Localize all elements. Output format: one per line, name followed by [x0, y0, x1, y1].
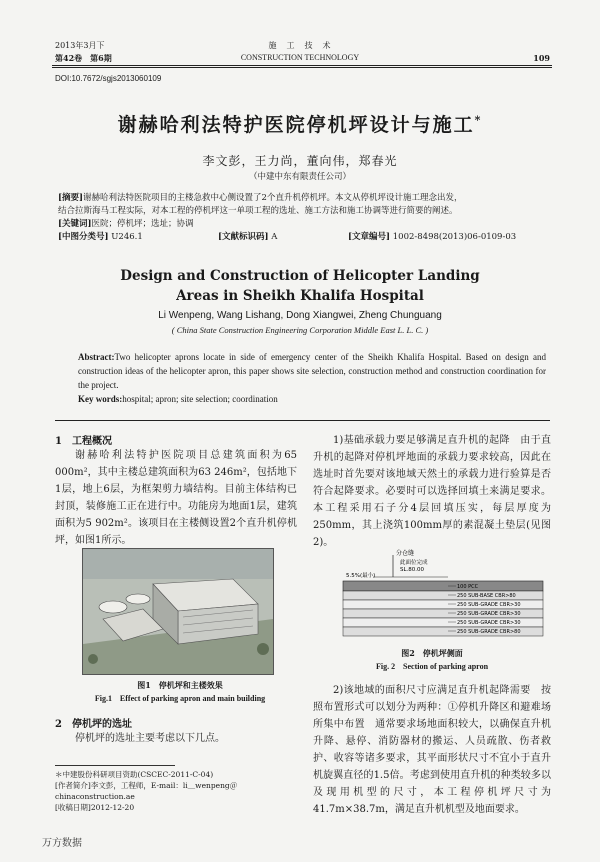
- abstract-divider: [55, 420, 550, 421]
- label-layer-3: 250 SUB-GRADE CBR>30: [457, 602, 521, 608]
- authors-cn: 李文彭，王力尚，董向伟，郑春光: [202, 154, 398, 168]
- clc-label: [中图分类号]: [58, 232, 109, 242]
- figure-1-caption-cn: 图1 停机坪和主楼效果: [137, 680, 223, 690]
- received-date: [收稿日期]2012-12-20: [55, 803, 135, 812]
- abstract-en-text: Two helicopter aprons locate in side of emergency center of the Sheikh Khalifa Hospital. Based on design and construction ideas of the helicopter apron, this paper shows site selection, construction method and construction coordination for the project.: [78, 352, 546, 390]
- label-layer-1: 100 PCC: [457, 584, 479, 590]
- title-text: 谢赫哈利法特护医院停机坪设计与施工: [117, 114, 475, 136]
- section-2: [55, 715, 297, 747]
- section-2-paragraph: 停机坪的选址主要考虑以下几点。: [75, 733, 225, 744]
- header-page: 109: [533, 53, 550, 63]
- label-elev: SL.80.00: [400, 567, 425, 573]
- doc-code-value: A: [271, 232, 278, 242]
- keywords-cn-label: [关键词]: [58, 219, 92, 229]
- right-paragraph-1: 1)基础承载力要足够满足直升机的起降 由于直升机的起降对停机坪地面的承载力要求较高，因此在选址时首先要对该地域天然土的承载力进行验算是否符合起降要求。必要时可以选择回填土来满足要求。本工程采用石子分4层回填压实，每层厚度为250mm，其上浇筑100mm厚的素混凝土垫层(见图2)。: [313, 435, 551, 548]
- header-journal-en: CONSTRUCTION TECHNOLOGY: [240, 53, 360, 62]
- building-render-illustration: [83, 549, 273, 674]
- watermark: 万方数据: [42, 838, 82, 849]
- authors-en: Li Wenpeng, Wang Lishang, Dong Xiangwei, Zheng Chunguang: [158, 310, 442, 321]
- header-date: 2013年3月下: [55, 41, 105, 50]
- title-en-line1: Design and Construction of Helicopter Landing: [120, 268, 480, 284]
- left-column: [55, 432, 297, 549]
- apron-section-diagram: [338, 547, 548, 647]
- section-2-heading: 2 停机坪的选址: [55, 719, 132, 730]
- abstract-en-label: Abstract:: [78, 352, 115, 362]
- label-elev-note: 此面位完成: [400, 560, 428, 566]
- abstract-cn-line2: 结合拉斯海马工程实际，对本工程的停机坪这一单项工程的选址、施工方法和施工协调等进行简要的阐述。: [58, 206, 458, 216]
- page-title: [0, 110, 600, 137]
- title-footnote-mark: *: [474, 113, 483, 127]
- figure-2-caption-en: Fig. 2 Section of parking apron: [375, 662, 489, 671]
- abstract-cn-label: [摘要]: [58, 193, 84, 203]
- figure-1-caption-en: Fig.1 Effect of parking apron and main building: [94, 694, 266, 703]
- keywords-en-label: Key words:: [78, 394, 123, 404]
- label-layer-4: 250 SUB-GRADE CBR>30: [457, 611, 521, 617]
- classification-row: [58, 231, 542, 245]
- section-1-paragraph: 谢赫哈利法特护医院项目总建筑面积为65 000m²，其中主楼总建筑面积为63 246m²，包括地下1层，地上6层，为框架剪力墙结构。目前主体结构已封顶，装修施工正在进行中。功能房为地面1层，建筑面积为5 902m²。该项目在主楼侧设置2个直升机停机坪，如图1所示。: [55, 450, 297, 546]
- header-rule: [52, 65, 552, 66]
- label-slope: 5.5%(最小): [346, 573, 376, 579]
- header-volume: 第42卷 第6期: [55, 53, 112, 63]
- footnotes: [55, 769, 305, 813]
- keywords-cn: 医院；停机坪；选址；协调: [91, 219, 194, 229]
- article-no-label: [文章编号]: [348, 232, 391, 242]
- header-journal-cn: 施 工 技 术: [268, 41, 332, 50]
- author-bio: [作者简介]李文彭，工程师，E-mail：li＿wenpeng＠chinaconstruction.ae: [55, 781, 238, 801]
- right-column: [313, 432, 551, 551]
- abstract-cn-line1: 谢赫哈利法特医院项目的主楼急救中心侧设置了2个直升机停机坪。本文从停机坪设计施工理念出发，: [83, 193, 463, 203]
- label-layer-2: 250 SUB-BASE CBR>80: [457, 593, 516, 599]
- doc-code-label: [文献标识码]: [218, 232, 269, 242]
- doi: DOI:10.7672/sgjs2013060109: [55, 74, 162, 83]
- section-1-heading: 1 工程概况: [55, 436, 112, 447]
- abstract-en: [78, 350, 546, 406]
- funding-note: ＊中建股份科研项目资助(CSCEC-2011-C-04): [55, 770, 214, 779]
- article-no-value: 1002-8498(2013)06-0109-03: [392, 232, 517, 242]
- abstract-cn: [58, 192, 542, 245]
- clc-value: U246.1: [111, 232, 143, 242]
- affiliation-en: ( China State Construction Engineering Corporation Middle East L. L. C. ): [171, 325, 429, 335]
- header-rule-2: [52, 67, 552, 68]
- right-paragraph-2: 2)该地域的面积尺寸应满足直升机起降需要 按照布置形式可以划分为两种：①停机升降区和避难场所集中布置 通常要求场地面积较大，以确保直升机升降、悬停、消防器材的搬运、人员疏散、伤者救护、收容等诸多要求，其平面形状尺寸不宜小于直升机旋翼直径的1.5倍。考虑到使用直升机的种类较多以及现用机型的尺寸，本工程停机坪尺寸为41.7m×38.7m，满足直升机机型及地面要求。: [313, 685, 551, 815]
- label-layer-5: 250 SUB-GRADE CBR>30: [457, 620, 521, 626]
- label-layer-6: 250 SUB-GRADE CBR>80: [457, 629, 521, 635]
- figure-2-caption-cn: 图2 停机坪侧面: [401, 648, 463, 658]
- footnote-rule: [55, 765, 175, 766]
- keywords-en: hospital; apron; site selection; coordination: [122, 394, 278, 404]
- title-en-line2: Areas in Sheikh Khalifa Hospital: [176, 288, 424, 304]
- figure-2-drawing: [338, 547, 548, 647]
- affiliation-cn: （中建中东有限责任公司）: [248, 172, 351, 182]
- figure-1-image: [82, 548, 274, 675]
- label-joint: 分仓缝: [396, 550, 415, 557]
- right-paragraph-2-block: [313, 682, 551, 818]
